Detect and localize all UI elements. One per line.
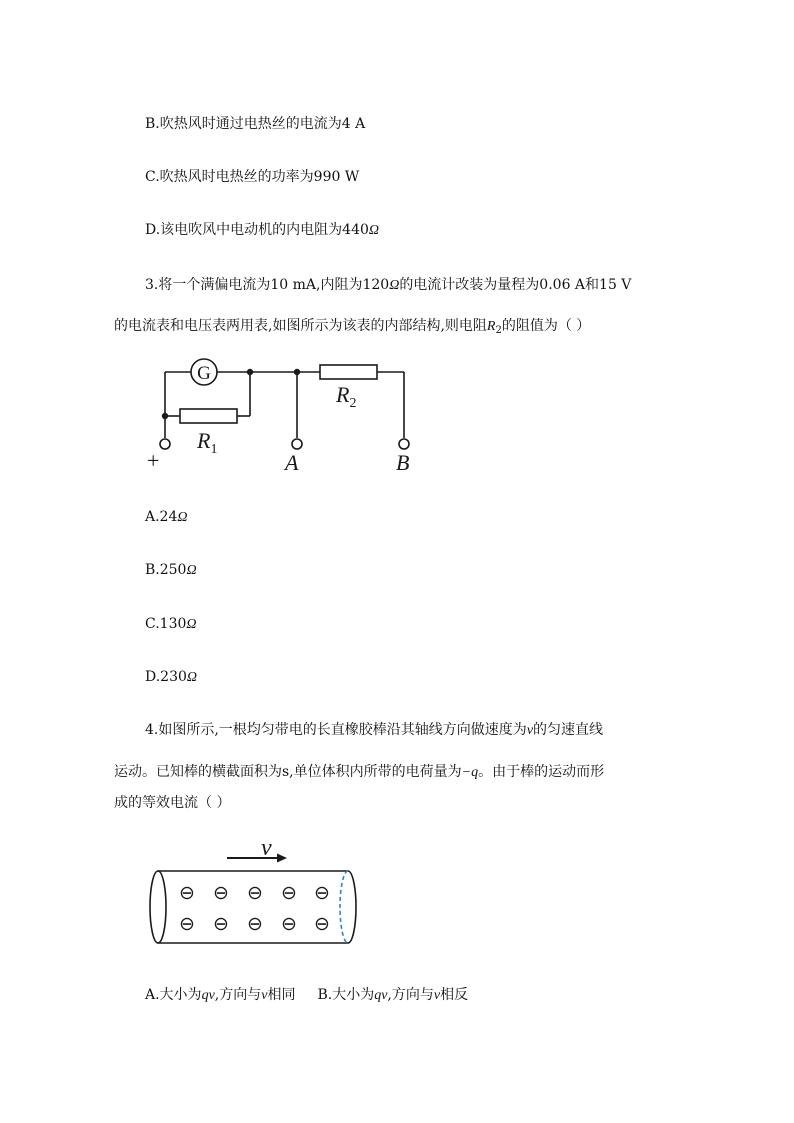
qv-symbol: qv xyxy=(201,988,215,1003)
rod-right-end xyxy=(348,871,356,943)
negative-charge: ⊖ xyxy=(281,883,297,904)
r1-label xyxy=(196,428,217,457)
negative-charge: ⊖ xyxy=(247,914,263,935)
ohm-unit: Ω xyxy=(186,670,198,685)
rod-left-end xyxy=(150,871,166,943)
q4-option-a-text: 相同 xyxy=(267,987,296,1003)
r1-subscript: 1 xyxy=(210,442,218,457)
terminal-a xyxy=(292,439,302,449)
negative-charge: ⊖ xyxy=(213,914,229,935)
q4-option-b-text: B.大小为 xyxy=(317,987,375,1003)
r2-resistor xyxy=(320,365,377,379)
q2-option-b-text: B.吹热风时通过电热丝的电流为4 A xyxy=(145,116,366,132)
negative-charge: ⊖ xyxy=(314,883,330,904)
ohm-unit: Ω xyxy=(368,223,380,238)
q4-option-a-text: A.大小为 xyxy=(145,987,202,1003)
negative-charge: ⊖ xyxy=(281,914,297,935)
q3-stem-line2 xyxy=(114,316,590,341)
q4-options-line xyxy=(145,985,468,1006)
q4-option-b-text: ,方向与 xyxy=(387,987,434,1003)
negative-charge: ⊖ xyxy=(213,883,229,904)
ohm-unit: Ω xyxy=(389,278,400,293)
q2-option-d xyxy=(145,220,379,241)
junction-dot xyxy=(247,369,253,375)
velocity-symbol: v xyxy=(433,988,441,1003)
q2-option-c-text: C.吹热风时电热丝的功率为990 W xyxy=(145,169,360,185)
q4-stem-line2 xyxy=(114,762,604,783)
terminal-b-label: B xyxy=(396,450,410,475)
q4-stem-text: 成的等效电流（ ） xyxy=(114,795,231,811)
q3-stem-line1 xyxy=(145,275,631,296)
ohm-unit: Ω xyxy=(186,617,197,632)
negative-charge: ⊖ xyxy=(314,914,330,935)
plus-label: + xyxy=(147,448,160,473)
velocity-symbol: v xyxy=(526,723,534,738)
negative-charge: ⊖ xyxy=(179,914,195,935)
q3-option-a-text: A.24 xyxy=(145,509,178,525)
r1-resistor xyxy=(180,409,237,423)
q4-stem-text: 运动。已知棒的横截面积为s,单位体积内所带的电荷量为 xyxy=(114,764,462,780)
r2-subscript: 2 xyxy=(349,396,357,411)
q3-stem-text: 的阻值为（ ） xyxy=(501,318,591,334)
r1-symbol: R xyxy=(197,428,211,453)
negative-charge: ⊖ xyxy=(247,883,263,904)
terminal-plus xyxy=(160,439,170,449)
charge-grid xyxy=(179,883,330,935)
r2-subscript: 2 xyxy=(495,325,502,336)
q2-option-b xyxy=(145,114,365,134)
q4-option-a-text: ,方向与 xyxy=(214,987,262,1003)
junction-dot xyxy=(294,369,300,375)
q4-stem-text: 。由于棒的运动而形 xyxy=(478,764,605,780)
velocity-label: v xyxy=(261,835,272,861)
terminal-a-label: A xyxy=(285,450,299,475)
q3-stem-text: 3.将一个满偏电流为10 mA,内阻为120 xyxy=(145,277,390,293)
q3-option-c xyxy=(145,614,197,635)
q3-stem-text: 的电流表和电压表两用表,如图所示为该表的内部结构,则电阻 xyxy=(114,318,487,334)
q4-option-b-text: 相反 xyxy=(440,987,469,1003)
q2-option-d-text: D.该电吹风中电动机的内电阻为440 xyxy=(145,222,369,238)
q3-circuit-diagram xyxy=(140,350,430,480)
q3-option-a xyxy=(145,507,188,528)
qv-symbol: qv xyxy=(374,988,388,1003)
charge-symbol: −q xyxy=(461,765,479,780)
velocity-symbol: v xyxy=(261,988,268,1003)
junction-dot xyxy=(162,413,168,419)
ohm-unit: Ω xyxy=(186,563,197,578)
q3-stem-text: 的电流计改装为量程为0.06 A和15 V xyxy=(399,277,632,293)
q3-option-d xyxy=(145,667,197,688)
q3-option-d-text: D.230 xyxy=(145,669,187,685)
r2-symbol: R xyxy=(486,319,496,334)
q4-stem-text: 4.如图所示,一根均匀带电的长直橡胶棒沿其轴线方向做速度为 xyxy=(145,722,527,738)
q2-option-c xyxy=(145,167,359,187)
q3-option-b-text: B.250 xyxy=(145,562,187,578)
q4-stem-line3 xyxy=(114,793,230,813)
velocity-arrowhead xyxy=(277,854,287,863)
q4-rod-diagram xyxy=(145,835,375,947)
terminal-b xyxy=(399,439,409,449)
galvanometer-label: G xyxy=(197,363,211,384)
r2-label xyxy=(335,382,356,411)
q4-stem-text: 的匀速直线 xyxy=(533,722,604,738)
q4-option-b xyxy=(317,987,468,1003)
q4-option-a xyxy=(145,987,295,1003)
q3-option-b xyxy=(145,560,197,581)
rod-hidden-edge xyxy=(340,871,348,943)
negative-charge: ⊖ xyxy=(179,883,195,904)
ohm-unit: Ω xyxy=(177,510,188,525)
q3-option-c-text: C.130 xyxy=(145,616,187,632)
r2-symbol: R xyxy=(336,382,350,407)
q4-stem-line1 xyxy=(145,720,603,741)
